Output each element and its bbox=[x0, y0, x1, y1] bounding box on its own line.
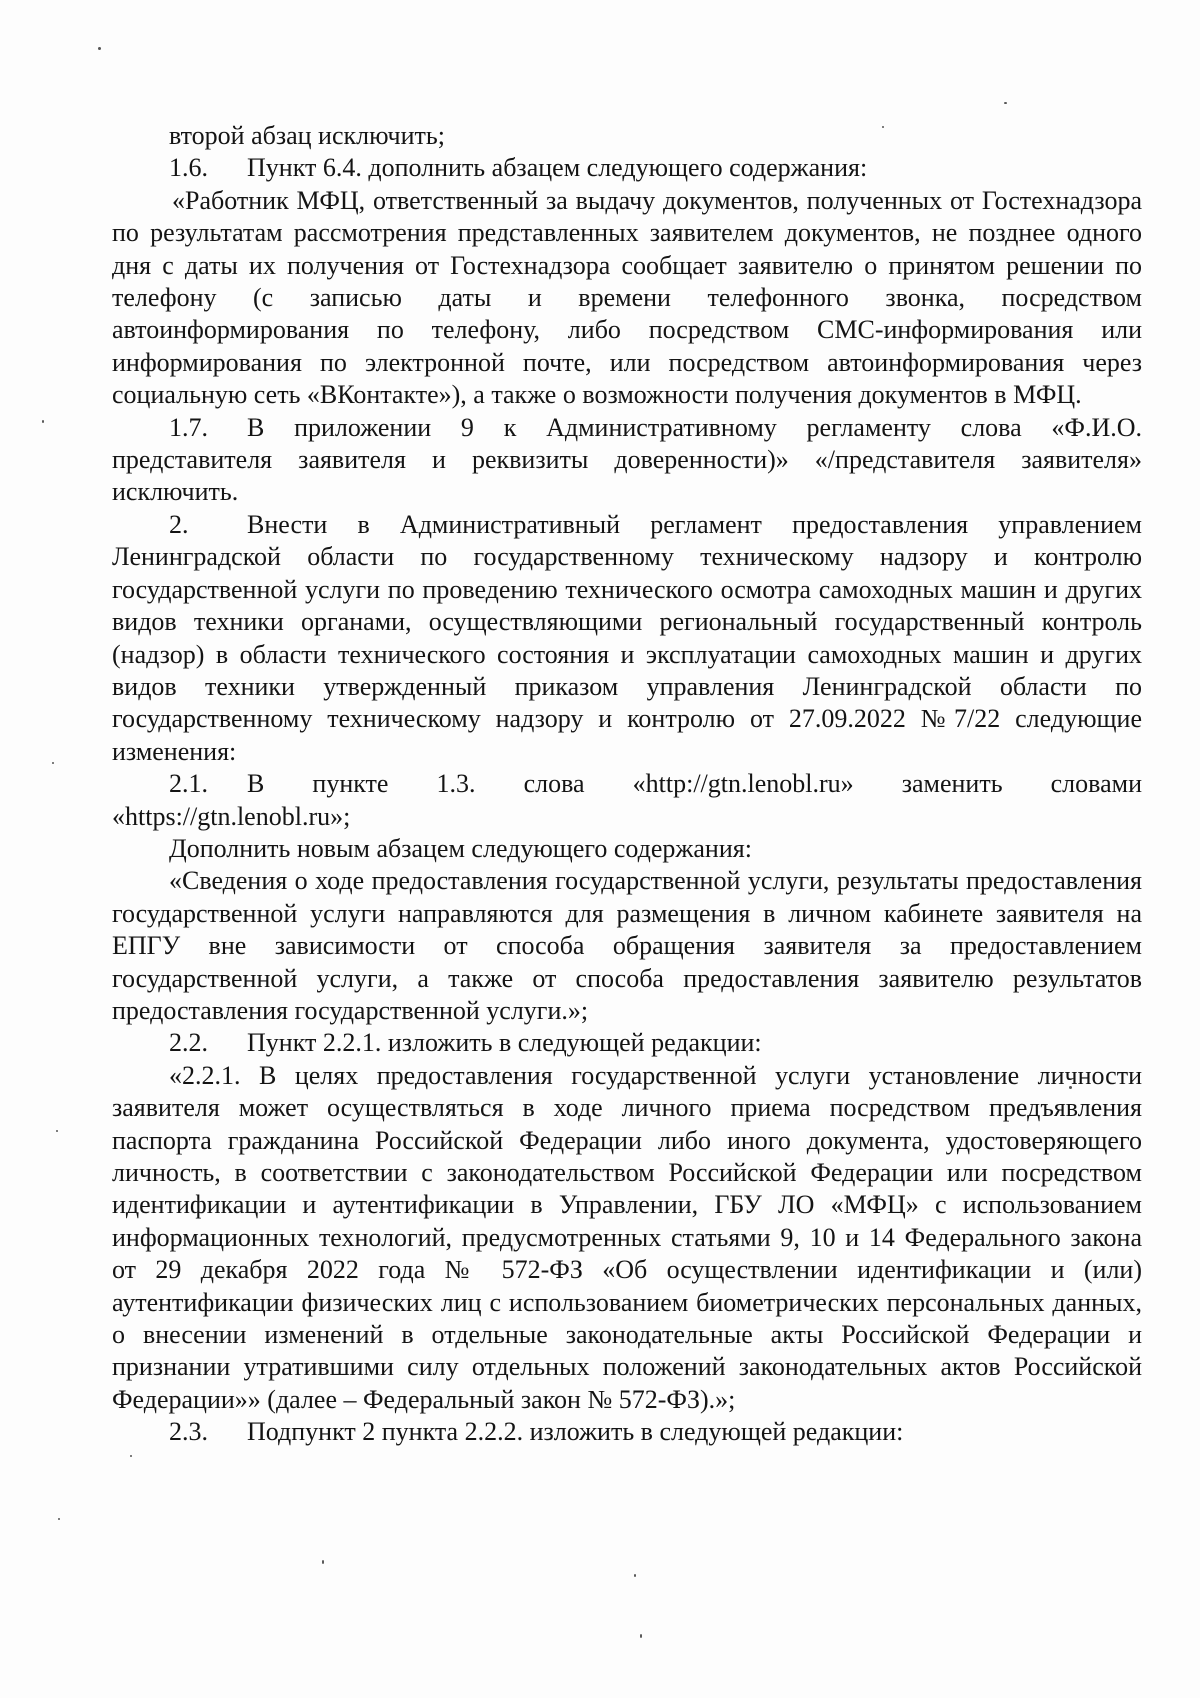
scan-speck bbox=[130, 1455, 132, 1457]
item-number: 2.3. bbox=[169, 1417, 208, 1447]
paragraph-text: В приложении 9 к Административному регламенту слова «Ф.И.О. представителя заявителя и реквизиты доверенности)» «/представителя заявителя» исключить. bbox=[112, 412, 1142, 507]
scan-speck bbox=[1004, 102, 1007, 104]
paragraph-quote-2-2-1 bbox=[112, 1060, 1142, 1416]
scan-speck bbox=[42, 420, 44, 423]
item-number: 1.7. bbox=[169, 412, 208, 442]
paragraph-item-2 bbox=[112, 509, 1142, 768]
scan-speck bbox=[322, 1560, 324, 1564]
paragraph-text: Пункт 2.2.1. изложить в следующей редакции: bbox=[247, 1028, 762, 1058]
paragraph-text: второй абзац исключить; bbox=[169, 121, 445, 150]
paragraph-item-2-2 bbox=[112, 1027, 1142, 1059]
paragraph-text: В пункте 1.3. слова «http://gtn.lenobl.ru» заменить словами «https://gtn.lenobl.ru»; bbox=[112, 769, 1142, 831]
item-number: 2.1. bbox=[169, 769, 208, 799]
scan-speck bbox=[56, 1130, 58, 1132]
paragraph bbox=[112, 120, 1142, 152]
scan-speck bbox=[52, 762, 54, 764]
paragraph-text: «Работник МФЦ, ответственный за выдачу документов, полученных от Гостехнадзора по результатам рассмотрения представленных заявителем документов, не позднее одного дня с даты их получения от Гостехнадзора сообщает заявителю о принятом решении по телефону (с записью даты и времени телефонного звонка, посредством автоинформирования по телефону, либо посредством СМС-информирования или информирования по электронной почте, или посредством автоинформирования через социальную сеть «ВКонтакте»), а также о возможности получения документов в МФЦ. bbox=[112, 185, 1142, 410]
paragraph-quote-mfc bbox=[112, 185, 1142, 412]
paragraph-item-2-1 bbox=[112, 768, 1142, 833]
paragraph-quote-info bbox=[112, 865, 1142, 1027]
scan-speck bbox=[634, 1574, 636, 1577]
paragraph-text: «2.2.1. В целях предоставления государственной услуги установление личности заявителя может осуществляться в ходе личного приема посредством предъявления паспорта гражданина Российской Федерации либо иного документа, удостоверяющего личность, в соответствии с законодательством Российской Федерации или посредством идентификации и аутентификации в Управлении, ГБУ ЛО «МФЦ» с использованием информационных технологий, предусмотренных статьями 9, 10 и 14 Федерального закона от 29 декабря 2022 года № 572-ФЗ «Об осуществлении идентификации и (или) аутентификации физических лиц с использованием биометрических персональных данных, о внесении изменений в отдельные законодательные акты Российской Федерации и признании утратившими силу отдельных положений законодательных актов Российской Федерации»» (далее – Федеральный закон № 572-ФЗ).»; bbox=[112, 1060, 1142, 1414]
paragraph-item-2-3 bbox=[112, 1416, 1142, 1448]
scan-speck bbox=[640, 1634, 642, 1638]
paragraph-text: «Сведения о ходе предоставления государственной услуги, результаты предоставления государственной услуги направляются для размещения в личном кабинете заявителя на ЕПГУ вне зависимости от способа обращения заявителя за предоставлением государственной услуги, а также от способа предоставления заявителю результатов предоставления государственной услуги.»; bbox=[112, 866, 1142, 1025]
paragraph-item-1-7 bbox=[112, 412, 1142, 509]
scan-speck bbox=[98, 47, 101, 50]
scan-speck bbox=[58, 1518, 60, 1520]
paragraph bbox=[112, 833, 1142, 865]
paragraph-text: Дополнить новым абзацем следующего содержания: bbox=[169, 833, 752, 863]
item-number: 2. bbox=[169, 509, 189, 539]
item-number: 2.2. bbox=[169, 1028, 208, 1058]
paragraph-text: Подпункт 2 пункта 2.2.2. изложить в следующей редакции: bbox=[247, 1417, 904, 1447]
item-number: 1.6. bbox=[169, 153, 208, 183]
paragraph-text: Внести в Административный регламент предоставления управлением Ленинградской области по государственному техническому надзору и контролю государственной услуги по проведению технического осмотра самоходных машин и других видов техники органами, осуществляющими региональный государственный контроль (надзор) в области технического состояния и эксплуатации самоходных машин и других видов техники утвержденный приказом управления Ленинградской области по государственному техническому надзору и контролю от 27.09.2022 №7/22 следующие изменения: bbox=[112, 509, 1142, 766]
paragraph-item-1-6 bbox=[112, 152, 1142, 184]
paragraph-text: Пункт 6.4. дополнить абзацем следующего содержания: bbox=[247, 153, 868, 183]
document-body bbox=[112, 120, 1142, 1449]
